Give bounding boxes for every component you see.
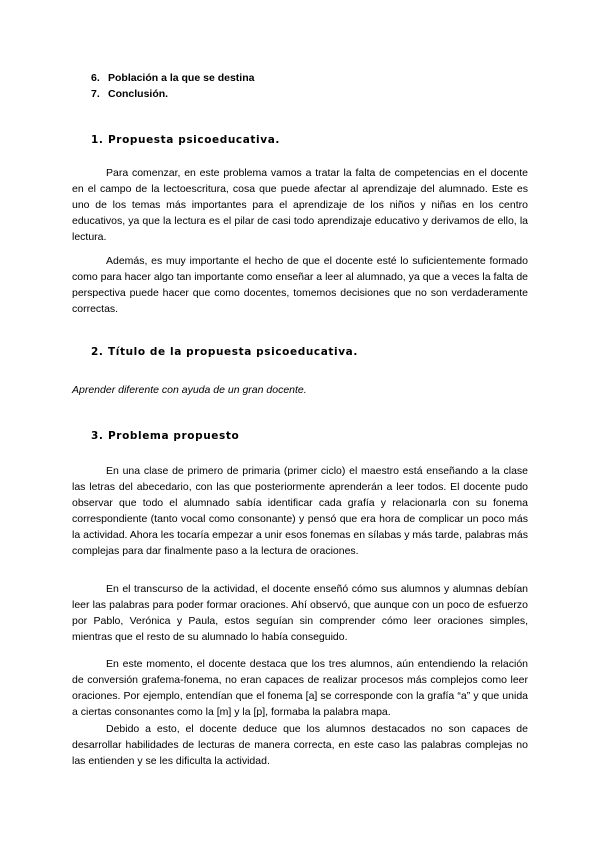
paragraph: Además, es muy importante el hecho de que el docente esté lo suficientemente formado como para hacer algo tan importante como enseñar a leer al alumnado, ya que a veces la falta de perspectiva puede hacer que como docentes, tomemos decisiones que no son verdaderamente correctas.: [72, 255, 528, 315]
section-number: 2.: [91, 346, 104, 358]
toc-item-6: [91, 70, 254, 86]
section-1-heading: [91, 134, 280, 146]
paragraph: En este momento, el docente destaca que los tres alumnos, aún entendiendo la relación de conversión grafema-fonema, no eran capaces de realizar procesos más complejos como leer oraciones. Por ejemplo, entendían que el fonema [a] se corresponde con la grafía “a” y que unida a ciertas consonantes como la [m] y la [p], formaba la palabra mapa.: [72, 658, 528, 718]
section-2-heading: [91, 346, 358, 358]
section-title: Propuesta psicoeducativa.: [108, 134, 280, 146]
section-number: 1.: [91, 134, 104, 146]
proposal-title-text: Aprender diferente con ayuda de un gran docente.: [72, 384, 307, 396]
paragraph: Para comenzar, en este problema vamos a tratar la falta de competencias en el docente en el campo de la lectoescritura, cosa que puede afectar al aprendizaje del alumnado. Este es uno de los temas más importantes para el aprendizaje de los niños y niñas en los centro educativos, ya que la lectura es el pilar de casi todo aprendizaje educativo y derivamos de ello, la lectura.: [72, 167, 528, 243]
section-title: Problema propuesto: [108, 430, 240, 442]
toc-number: 6.: [91, 72, 100, 84]
paragraph: En una clase de primero de primaria (primer ciclo) el maestro está enseñando a la clase las letras del abecedario, con las que posteriormente aprenderán a leer todos. El docente pudo observar que todo el alumnado sabía identificar cada grafía y relacionarla con su fonema correspondiente (tanto vocal como consonante) y pensó que era hora de complicar un poco más la actividad. Ahora les tocaría empezar a unir esos fonemas en sílabas y más tarde, palabras más complejas para dar finalmente paso a la lectura de oraciones.: [72, 465, 528, 557]
toc-number: 7.: [91, 88, 100, 100]
section-title: Título de la propuesta psicoeducativa.: [108, 346, 358, 358]
section-number: 3.: [91, 430, 104, 442]
section-3-heading: [91, 430, 239, 442]
toc-label: Población a la que se destina: [108, 72, 255, 84]
paragraph: Debido a esto, el docente deduce que los alumnos destacados no son capaces de desarrollar habilidades de lecturas de manera correcta, en este caso las palabras complejas no las entienden y se les dificulta la actividad.: [72, 723, 528, 767]
toc-label: Conclusión.: [108, 88, 169, 100]
paragraph: En el transcurso de la actividad, el docente enseñó cómo sus alumnos y alumnas debían leer las palabras para poder formar oraciones. Ahí observó, que aunque con un poco de esfuerzo por Pablo, Verónica y Paula, estos seguían sin comprender cómo leer oraciones simples, mientras que el resto de su alumnado lo había conseguido.: [72, 583, 528, 643]
toc-item-7: [91, 86, 168, 102]
